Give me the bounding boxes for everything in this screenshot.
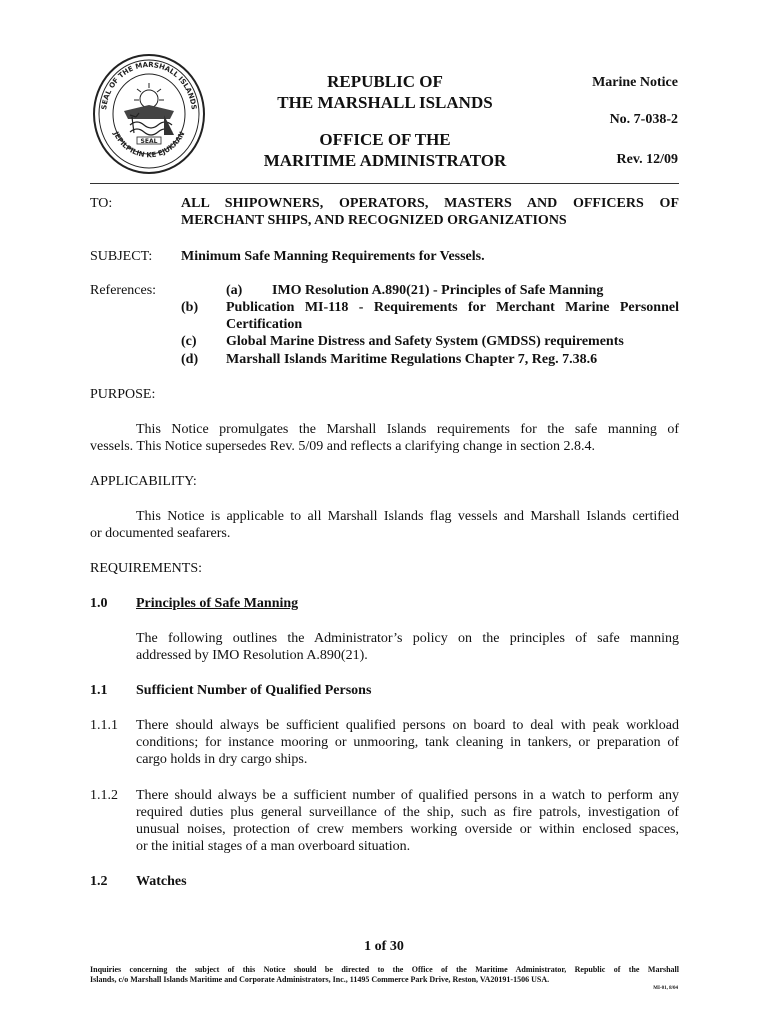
svg-text:JEPILPILIN KE EJUKAAN: JEPILPILIN KE EJUKAAN (111, 130, 187, 160)
section-1-1-number: 1.1 (90, 683, 108, 698)
country-title-line2: THE MARSHALL ISLANDS (277, 93, 493, 112)
section-1-1-2-line1: There should always be a sufficient number of qualified persons in a watch to perform any (136, 788, 679, 803)
reference-d-text: Marshall Islands Maritime Regulations Chapter 7, Reg. 7.38.6 (226, 352, 598, 367)
svg-text:SEAL: SEAL (140, 138, 158, 145)
requirements-heading: REQUIREMENTS: (90, 561, 202, 576)
reference-d-marker: (d) (181, 352, 199, 367)
section-1-1-1-line1: There should always be sufficient qualified persons on board to deal with peak workload (136, 718, 679, 733)
applicability-heading: APPLICABILITY: (90, 474, 197, 489)
office-title-line2: MARITIME ADMINISTRATOR (263, 151, 507, 170)
section-1-1-title: Sufficient Number of Qualified Persons (136, 683, 372, 698)
section-1-0-title: Principles of Safe Manning (136, 596, 299, 611)
reference-b-marker: (b) (181, 300, 199, 315)
reference-b-text-cont: Certification (226, 317, 303, 332)
country-title-line1: REPUBLIC OF (327, 72, 443, 91)
office-title-line1: OFFICE OF THE (319, 130, 451, 149)
applicability-line2: or documented seafarers. (90, 526, 231, 541)
subject-label: SUBJECT: (90, 249, 153, 264)
section-1-0-number: 1.0 (90, 596, 108, 611)
to-label: TO: (90, 196, 113, 211)
revision-label: Rev. 12/09 (616, 152, 678, 167)
footer-inquiries-line1: Inquiries concerning the subject of this Notice should be directed to the Office of the Maritime Administrator, Republic of the Marshall (90, 965, 679, 974)
reference-a-marker: (a) (226, 283, 243, 298)
reference-c-text: Global Marine Distress and Safety System (GMDSS) requirements (226, 334, 624, 349)
country-title (240, 71, 530, 113)
section-1-1-1-line3: cargo holds in dry cargo ships. (136, 752, 308, 767)
marshall-islands-seal (92, 53, 206, 175)
section-1-2-number: 1.2 (90, 874, 108, 889)
section-1-0-line1: The following outlines the Administrator’s policy on the principles of safe manning (136, 631, 679, 646)
subject-text: Minimum Safe Manning Requirements for Vessels. (181, 249, 485, 264)
section-1-2-title: Watches (136, 874, 187, 889)
section-1-1-1-line2: conditions; for instance mooring or unmooring, tank cleaning in tankers, or preparation of (136, 735, 679, 750)
svg-text:SEAL OF THE MARSHALL ISLANDS: SEAL OF THE MARSHALL ISLANDS (100, 60, 198, 111)
footer-inquiries-line2: Islands, c/o Marshall Islands Maritime and Corporate Administrators, Inc., 11495 Commerce Park Drive, Reston, VA20191-1506 USA. (90, 975, 550, 984)
page-number: 1 of 30 (364, 939, 404, 954)
office-title (240, 129, 530, 171)
header-divider (90, 183, 679, 184)
to-line2: MERCHANT SHIPS, AND RECOGNIZED ORGANIZATIONS (181, 213, 567, 228)
notice-type: Marine Notice (592, 75, 678, 90)
section-1-1-1-number: 1.1.1 (90, 718, 118, 733)
applicability-line1: This Notice is applicable to all Marshall Islands flag vessels and Marshall Islands certified (136, 509, 679, 524)
reference-b-text: Publication MI-118 - Requirements for Merchant Marine Personnel (226, 300, 679, 315)
section-1-1-2-line3: unusual noises, protection of crew members working overside or within enclosed spaces, (136, 822, 679, 837)
reference-a-text: IMO Resolution A.890(21) - Principles of Safe Manning (272, 283, 604, 298)
section-1-1-2-line2: required duties plus general surveillance of the ship, such as fire patrols, investigation of (136, 805, 679, 820)
reference-c-marker: (c) (181, 334, 197, 349)
purpose-line2: vessels. This Notice supersedes Rev. 5/09 and reflects a clarifying change in section 2.8.4. (90, 439, 596, 454)
to-line1: ALL SHIPOWNERS, OPERATORS, MASTERS AND OFFICERS OF (181, 196, 679, 211)
section-1-1-2-number: 1.1.2 (90, 788, 118, 803)
notice-number: No. 7-038-2 (609, 112, 678, 127)
purpose-heading: PURPOSE: (90, 387, 156, 402)
section-1-0-line2: addressed by IMO Resolution A.890(21). (136, 648, 368, 663)
purpose-line1: This Notice promulgates the Marshall Islands requirements for the safe manning of (136, 422, 679, 437)
form-code: MI-01, 8/04 (653, 986, 678, 991)
section-1-1-2-line4: or the initial stages of a man overboard situation. (136, 839, 411, 854)
references-label: References: (90, 283, 157, 298)
